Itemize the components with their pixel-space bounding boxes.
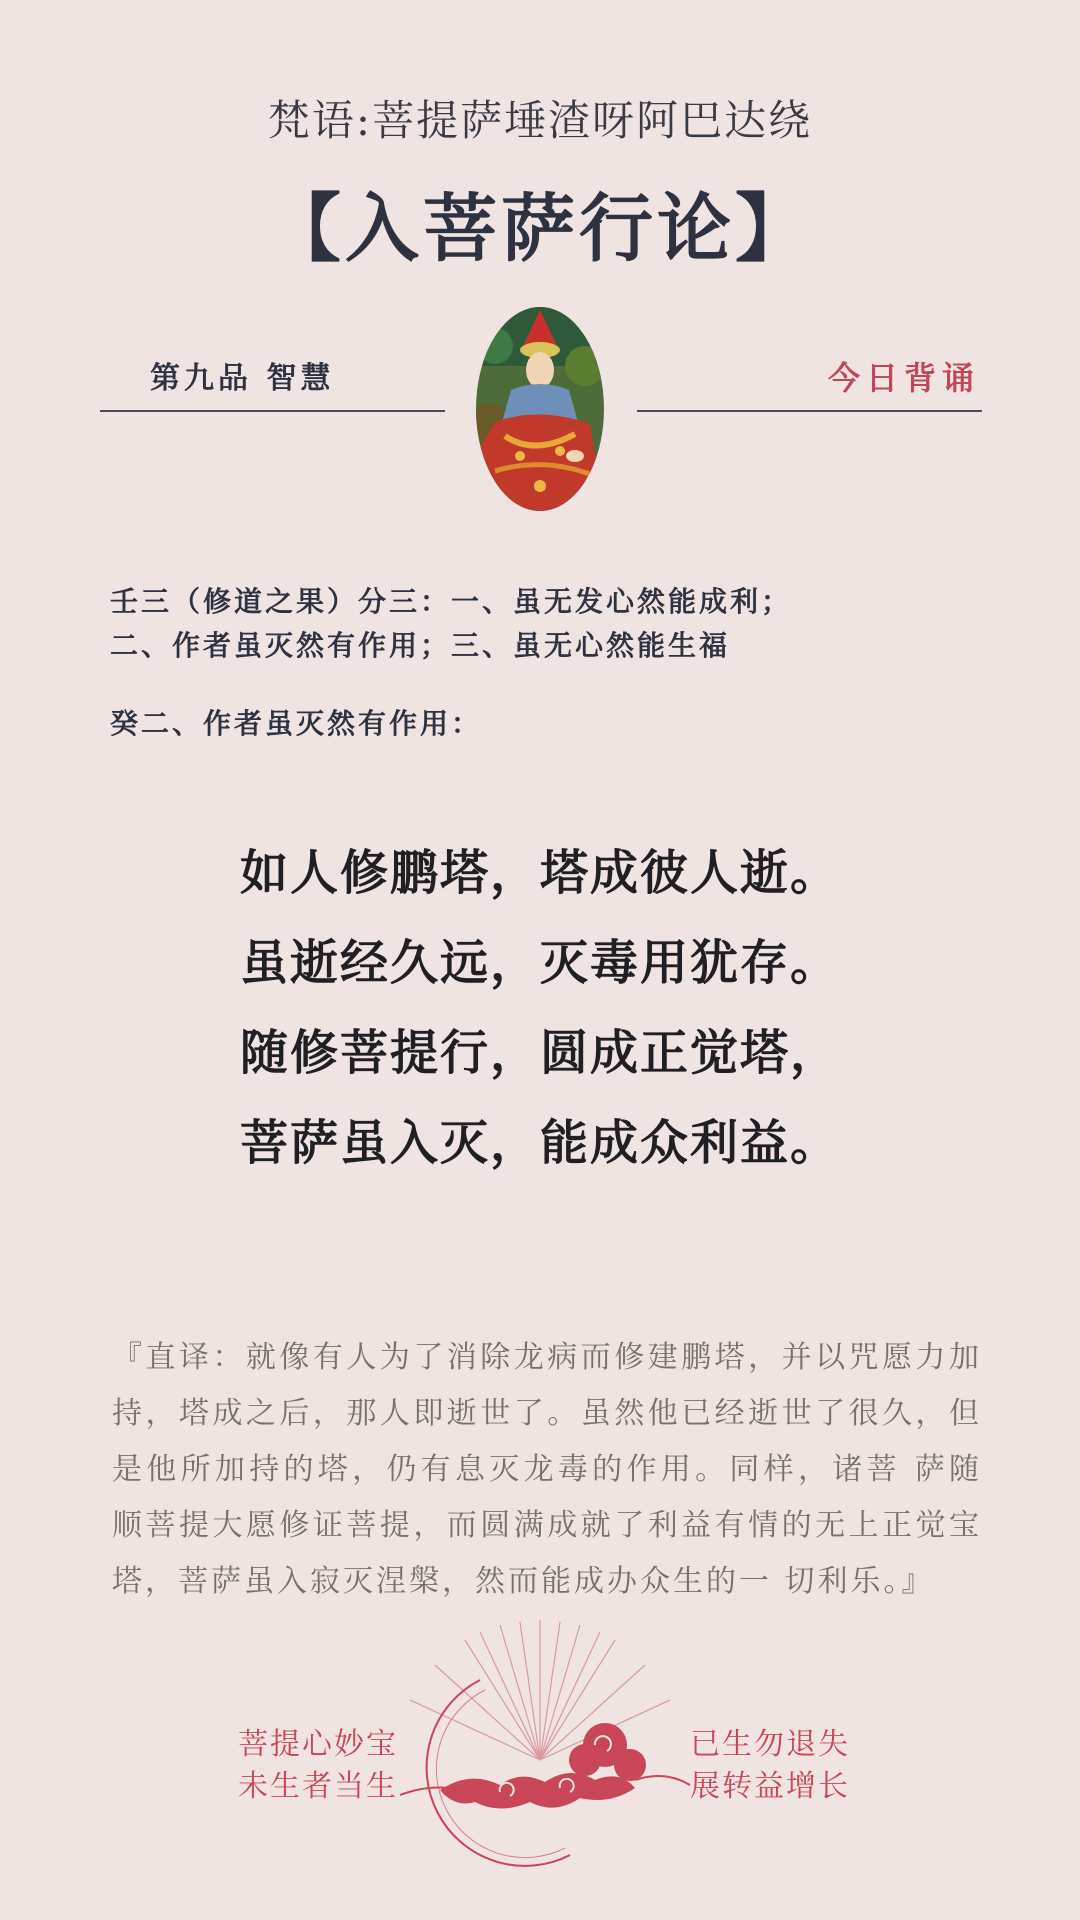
sun-moon-cloud-emblem-icon xyxy=(380,1620,700,1920)
outline-line-2: 二、作者虽灭然有作用；三、虽无心然能生福 xyxy=(110,629,731,662)
translation-paragraph: 『直译：就像有人为了消除龙病而修建鹏塔，并以咒愿力加持，塔成之后，那人即逝世了。虽然他已经逝世了很久，但是他所加持的塔，仍有息灭龙毒的作用。同样，诸菩 萨随顺菩提大愿修证菩提，而圆满成就了利益有情的无上正觉宝塔，菩萨虽入寂灭涅槃，然而能成办众生的一 切利乐。』 xyxy=(112,1340,982,1599)
divider-left xyxy=(100,410,445,412)
verse-block xyxy=(0,828,1080,1188)
page-subtitle: 梵语:菩提萨埵渣呀阿巴达绕 xyxy=(267,96,813,145)
chapter-label: 第九品 智慧 xyxy=(150,361,335,396)
motto-right xyxy=(690,1724,850,1808)
motto-right-line-2: 展转益增长 xyxy=(690,1769,850,1804)
motto-left-line-2: 未生者当生 xyxy=(238,1769,398,1804)
today-recite-label: 今日背诵 xyxy=(827,359,980,397)
section-heading: 癸二、作者虽灭然有作用： xyxy=(110,707,483,740)
verse-line-3: 随修菩提行，圆成正觉塔， xyxy=(239,1025,840,1081)
verse-line-2: 虽逝经久远，灭毒用犹存。 xyxy=(239,935,840,991)
motto-left-line-1: 菩提心妙宝 xyxy=(238,1727,398,1762)
motto-left xyxy=(238,1724,398,1808)
shantideva-portrait xyxy=(475,306,605,512)
outline-line-1: 壬三（修道之果）分三：一、虽无发心然能成利； xyxy=(110,585,793,618)
divider-right xyxy=(637,410,982,412)
page-title: 【入菩萨行论】 xyxy=(267,186,813,272)
verse-line-4: 菩萨虽入灭，能成众利益。 xyxy=(239,1115,840,1171)
outline-text xyxy=(110,580,792,668)
verse-line-1: 如人修鹏塔，塔成彼人逝。 xyxy=(239,845,840,901)
motto-right-line-1: 已生勿退失 xyxy=(690,1727,850,1762)
